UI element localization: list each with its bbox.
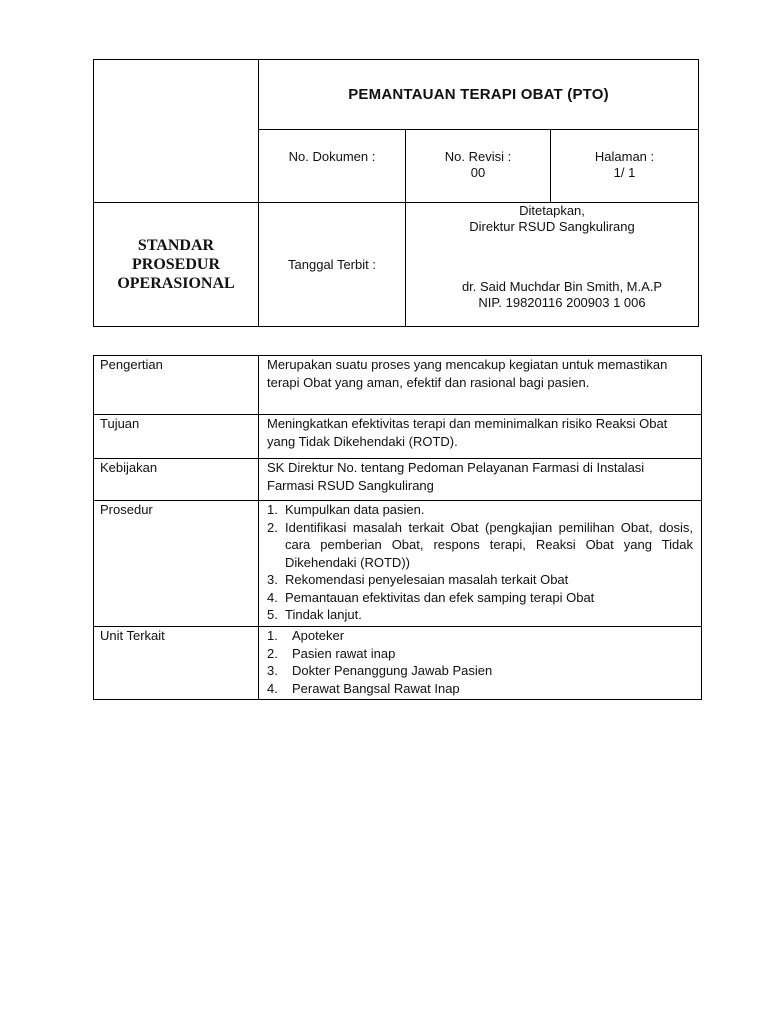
approval-statement: Ditetapkan, (519, 203, 585, 218)
list-item: 3. Rekomendasi penyelesaian masalah terkait Obat (267, 572, 569, 587)
page-label: Halaman : (594, 149, 655, 164)
document-header-table (93, 59, 699, 327)
list-item: 3. Dokter Penanggung Jawab Pasien (267, 663, 493, 678)
list-item: 1. Kumpulkan data pasien. (267, 502, 425, 517)
list-item: 1. Apoteker (267, 628, 345, 643)
sop-label-line-2: PROSEDUR (131, 256, 220, 273)
signer-name: dr. Said Muchdar Bin Smith, M.A.P (461, 279, 663, 294)
procedure-details-table (93, 355, 702, 700)
related-units-list (267, 627, 693, 697)
section-content-pengertian: Merupakan suatu proses yang mencakup kegiatan untuk memastikan terapi Obat yang aman, efektif dan rasional bagi pasien. (259, 356, 702, 415)
revision-label: No. Revisi : (444, 149, 512, 164)
section-content-tujuan: Meningkatkan efektivitas terapi dan meminimalkan risiko Reaksi Obat yang Tidak Dikehendaki (ROTD). (259, 415, 702, 459)
approver-title: Direktur RSUD Sangkulirang (469, 219, 635, 234)
list-item: 2. Identifikasi masalah terkait Obat (pengkajian pemilihan Obat, dosis, cara pemberian Obat, respons terapi, Reaksi Obat yang Tidak Dikehendaki (ROTD)) (267, 519, 693, 570)
list-item: 2. Pasien rawat inap (267, 645, 396, 661)
section-label: Pengertian (94, 356, 259, 415)
sop-label-cell (94, 203, 259, 327)
list-item: 5. Tindak lanjut. (267, 607, 362, 622)
document-number-label: No. Dokumen : (288, 149, 376, 164)
sop-label-line-3: OPERASIONAL (117, 275, 235, 292)
section-label: Tujuan (94, 415, 259, 459)
page-number-cell (551, 130, 699, 203)
page-value: 1/ 1 (613, 165, 636, 180)
document-number-cell (259, 130, 406, 203)
document-title-cell (259, 60, 699, 130)
section-row-kebijakan (94, 459, 702, 501)
list-item: 4. Perawat Bangsal Rawat Inap (267, 680, 460, 696)
section-row-unit-terkait (94, 627, 702, 700)
approval-cell (406, 203, 699, 327)
section-content-prosedur (259, 501, 702, 627)
section-label: Prosedur (94, 501, 259, 627)
section-row-tujuan (94, 415, 702, 459)
section-row-prosedur (94, 501, 702, 627)
section-row-pengertian (94, 356, 702, 415)
revision-cell (406, 130, 551, 203)
document-title: PEMANTAUAN TERAPI OBAT (PTO) (348, 85, 609, 103)
section-content-unit-terkait (259, 627, 702, 700)
logo-cell (94, 60, 259, 203)
revision-value: 00 (470, 165, 486, 180)
issue-date-label: Tanggal Terbit : (288, 256, 376, 272)
section-label: Kebijakan (94, 459, 259, 501)
procedure-steps-list (267, 501, 693, 624)
section-label: Unit Terkait (94, 627, 259, 700)
signer-nip: NIP. 19820116 200903 1 006 (478, 295, 646, 310)
issue-date-cell (259, 203, 406, 327)
sop-label-line-1: STANDAR (137, 237, 215, 254)
section-content-kebijakan: SK Direktur No. tentang Pedoman Pelayanan Farmasi di Instalasi Farmasi RSUD Sangkulirang (259, 459, 702, 501)
list-item: 4. Pemantauan efektivitas dan efek samping terapi Obat (267, 589, 595, 605)
